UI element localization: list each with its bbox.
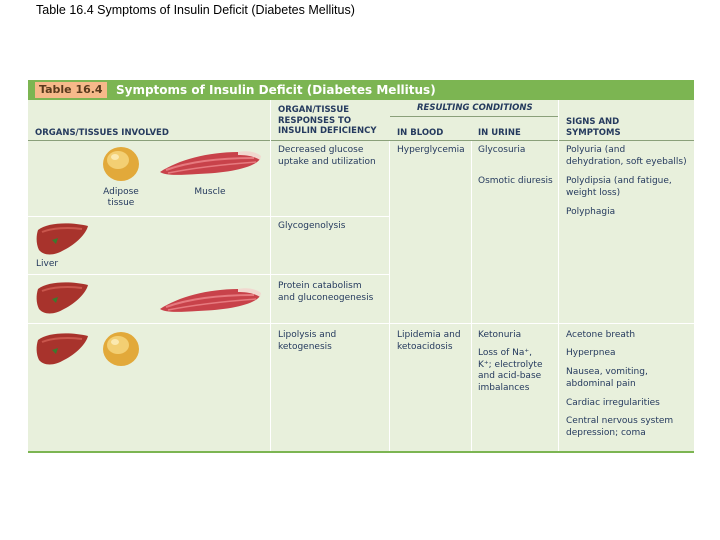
adipose-label-line: tissue	[107, 198, 135, 208]
response-row-1	[278, 145, 376, 168]
adipose-label-line: Adipose	[103, 187, 139, 197]
col-divider	[270, 100, 271, 453]
table-title: Symptoms of Insulin Deficit (Diabetes Mellitus)	[116, 83, 436, 97]
muscle-image	[158, 283, 262, 317]
slide-title: Table 16.4 Symptoms of Insulin Deficit (Diabetes Mellitus)	[36, 3, 355, 17]
header-responses	[278, 105, 377, 137]
header-blood: IN BLOOD	[397, 128, 444, 138]
liver-image	[34, 220, 90, 260]
header-responses-line: INSULIN DEFICIENCY	[278, 126, 377, 136]
liver-image	[34, 279, 90, 319]
symptoms-table	[28, 80, 694, 453]
header-responses-line: ORGAN/TISSUE	[278, 105, 350, 115]
sign-cns-depression	[566, 416, 673, 439]
header-urine: IN URINE	[478, 128, 521, 138]
sign-line: depression; coma	[566, 427, 646, 438]
adipose-tissue-image	[98, 144, 144, 184]
header-organs: ORGANS/TISSUES INVOLVED	[35, 128, 169, 138]
urine-line: Loss of Na⁺,	[478, 348, 532, 358]
adipose-label	[98, 187, 144, 209]
header-signs-line: SIGNS AND	[566, 117, 620, 127]
sign-cardiac: Cardiac irregularities	[566, 398, 660, 408]
urine-osmotic-diuresis: Osmotic diuresis	[478, 176, 553, 186]
sign-polyphagia: Polyphagia	[566, 207, 616, 217]
header-bottom-rule	[28, 140, 694, 141]
liver-label: Liver	[36, 259, 59, 269]
adipose-tissue-image	[98, 329, 144, 369]
row-divider	[28, 216, 389, 217]
sign-line: abdominal pain	[566, 378, 636, 389]
sign-polydipsia	[566, 176, 672, 199]
response-line: Protein catabolism	[278, 281, 362, 291]
blood-line: ketoacidosis	[397, 341, 453, 352]
table-header-bar	[28, 80, 694, 100]
urine-glycosuria: Glycosuria	[478, 145, 526, 155]
row-divider	[28, 323, 694, 324]
sign-hyperpnea: Hyperpnea	[566, 348, 616, 358]
blood-row-4	[397, 330, 461, 353]
row-divider	[28, 274, 389, 275]
muscle-image	[158, 146, 262, 180]
sign-line: Polyuria (and	[566, 145, 626, 155]
liver-image	[34, 330, 90, 370]
sign-line: weight loss)	[566, 187, 621, 198]
resulting-underline	[390, 116, 558, 117]
response-row-3	[278, 281, 373, 304]
table-bottom-rule	[28, 451, 694, 453]
col-divider	[558, 100, 559, 453]
urine-line: imbalances	[478, 382, 530, 393]
header-signs	[566, 117, 621, 138]
header-signs-line: SYMPTOMS	[566, 127, 621, 138]
sign-line: dehydration, soft eyeballs)	[566, 156, 687, 167]
response-line: Decreased glucose	[278, 145, 364, 155]
response-line: Lipolysis and	[278, 330, 337, 340]
sign-line: Central nervous system	[566, 416, 674, 426]
col-divider	[389, 141, 390, 453]
response-row-2: Glycogenolysis	[278, 221, 346, 231]
urine-line: and acid-base	[478, 371, 542, 381]
response-line: ketogenesis	[278, 341, 332, 352]
blood-row-1: Hyperglycemia	[397, 145, 465, 155]
header-responses-line: RESPONSES TO	[278, 115, 352, 126]
response-row-4	[278, 330, 336, 353]
urine-electrolyte-loss	[478, 348, 543, 394]
col-divider	[471, 141, 472, 453]
blood-line: Lipidemia and	[397, 330, 461, 340]
sign-polyuria	[566, 145, 687, 168]
sign-line: Polydipsia (and fatigue,	[566, 176, 672, 186]
header-resulting: RESULTING CONDITIONS	[417, 103, 533, 113]
response-line: and gluconeogenesis	[278, 292, 374, 303]
sign-acetone-breath: Acetone breath	[566, 330, 636, 340]
muscle-label: Muscle	[194, 187, 226, 197]
urine-ketonuria: Ketonuria	[478, 330, 522, 340]
response-line: uptake and utilization	[278, 156, 376, 167]
urine-line: K⁺; electrolyte	[478, 359, 543, 370]
sign-line: Nausea, vomiting,	[566, 367, 648, 377]
sign-nausea	[566, 367, 648, 390]
table-number: Table 16.4	[35, 82, 107, 98]
